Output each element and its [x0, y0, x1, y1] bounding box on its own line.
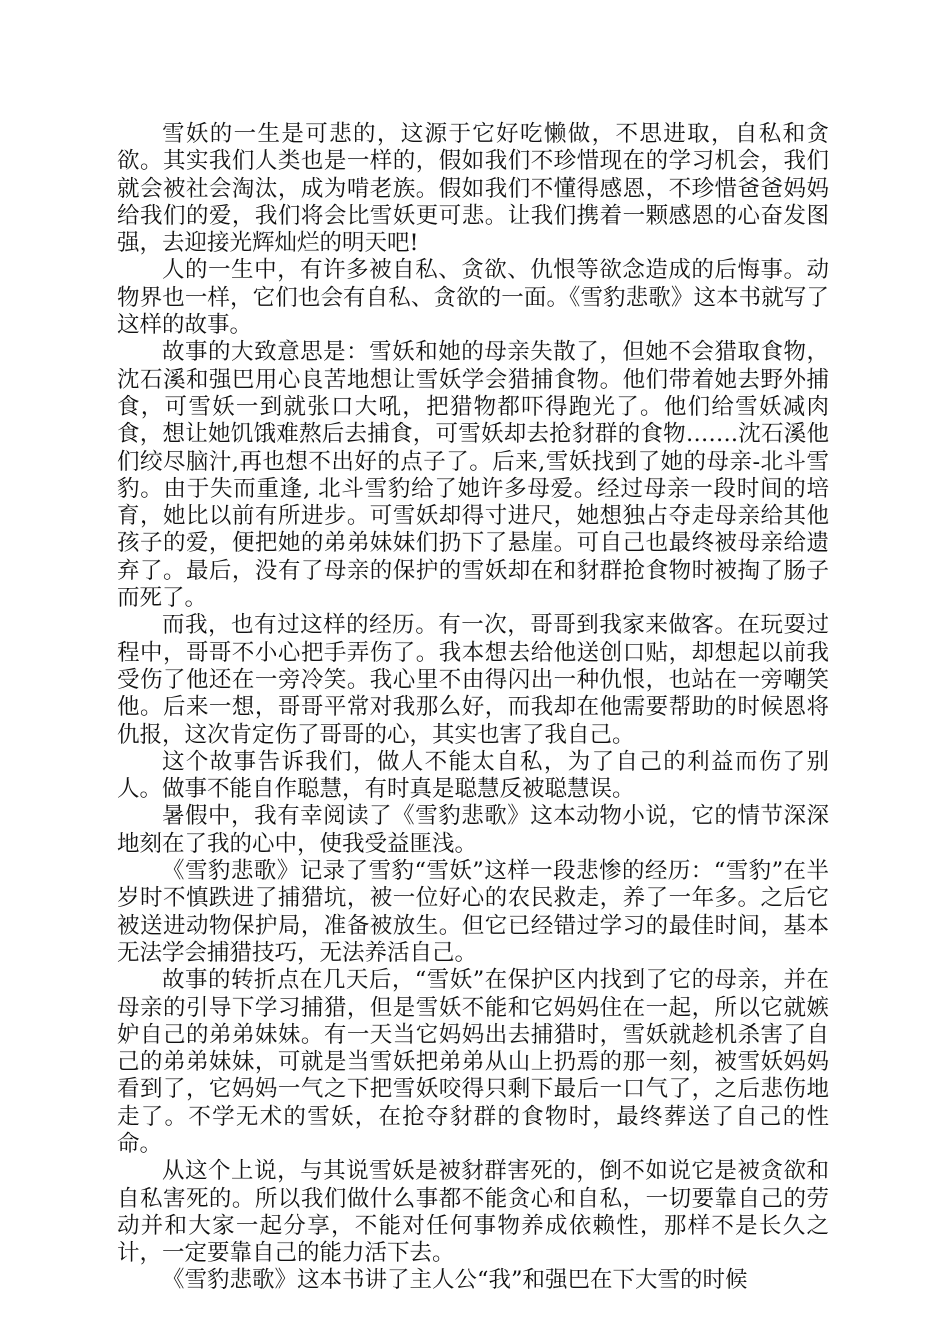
paragraph: 而我，也有过这样的经历。有一次，哥哥到我家来做客。在玩耍过程中，哥哥不小心把手弄伤了。我本想去给他送创口贴，却想起以前我受伤了他还在一旁冷笑。我心里不由得闪出一种仇恨，也站在一旁嘲笑他。后来一想，哥哥平常对我那么好，而我却在他需要帮助的时候恩将仇报，这次肯定伤了哥哥的心，其实也害了我自己。	[117, 612, 829, 748]
paragraph: 暑假中，我有幸阅读了《雪豹悲歌》这本动物小说，它的情节深深地刻在了我的心中，使我受益匪浅。	[117, 803, 829, 857]
paragraph: 这个故事告诉我们，做人不能太自私，为了自己的利益而伤了别人。做事不能自作聪慧，有时真是聪慧反被聪慧误。	[117, 748, 829, 803]
paragraph: 故事的大致意思是：雪妖和她的母亲失散了，但她不会猎取食物，沈石溪和强巴用心良苦地想让雪妖学会猎捕食物。他们带着她去野外捕食，可雪妖一到就张口大吼，把猎物都吓得跑光了。他们给雪妖减肉食，想让她饥饿难熬后去捕食，可雪妖却去抢豺群的食物…….沈石溪他们绞尽脑汁,再也想不出好的点子了。后来,雪妖找到了她的母亲-北斗雪豹。由于失而重逢, 北斗雪豹给了她许多母爱。经过母亲一段时间的培育，她比以前有所进步。可雪妖却得寸进尺，她想独占夺走母亲给其他孩子的爱，便把她的弟弟妹妹们扔下了悬崖。可自己也最终被母亲给遗弃了。最后，没有了母亲的保护的雪妖却在和豺群抢食物时被掏了肠子而死了。	[117, 339, 829, 612]
paragraph: 人的一生中，有许多被自私、贪欲、仇恨等欲念造成的后悔事。动物界也一样，它们也会有自私、贪欲的一面。《雪豹悲歌》这本书就写了这样的故事。	[117, 257, 829, 339]
paragraph: 从这个上说，与其说雪妖是被豺群害死的，倒不如说它是被贪欲和自私害死的。所以我们做什么事都不能贪心和自私，一切要靠自己的劳动并和大家一起分享，不能对任何事物养成依赖性，那样不是长久之计，一定要靠自己的能力活下去。	[117, 1158, 829, 1267]
paragraph: 雪妖的一生是可悲的，这源于它好吃懒做，不思进取，自私和贪欲。其实我们人类也是一样的，假如我们不珍惜现在的学习机会，我们就会被社会淘汰，成为啃老族。假如我们不懂得感恩，不珍惜爸爸妈妈给我们的爱，我们将会比雪妖更可悲。让我们携着一颗感恩的心奋发图强，去迎接光辉灿烂的明天吧!	[117, 121, 829, 257]
document-page	[117, 121, 829, 1295]
paragraph: 《雪豹悲歌》记录了雪豹“雪妖”这样一段悲惨的经历：“雪豹”在半岁时不慎跌进了捕猎坑，被一位好心的农民救走，养了一年多。之后它被送进动物保护局，准备被放生。但它已经错过学习的最佳时间，基本无法学会捕猎技巧，无法养活自己。	[117, 858, 829, 966]
paragraph: 《雪豹悲歌》这本书讲了主人公“我”和强巴在下大雪的时候	[162, 1267, 748, 1294]
paragraph: 故事的转折点在几天后，“雪妖”在保护区内找到了它的母亲，并在母亲的引导下学习捕猎，但是雪妖不能和它妈妈住在一起，所以它就嫉妒自己的弟弟妹妹。有一天当它妈妈出去捕猎时，雪妖就趁机杀害了自己的弟弟妹妹，可就是当雪妖把弟弟从山上扔焉的那一刻，被雪妖妈妈看到了，它妈妈一气之下把雪妖咬得只剩下最后一口气了，之后悲伤地走了。不学无术的雪妖，在抢夺豺群的食物时，最终葬送了自己的性命。	[117, 967, 829, 1157]
